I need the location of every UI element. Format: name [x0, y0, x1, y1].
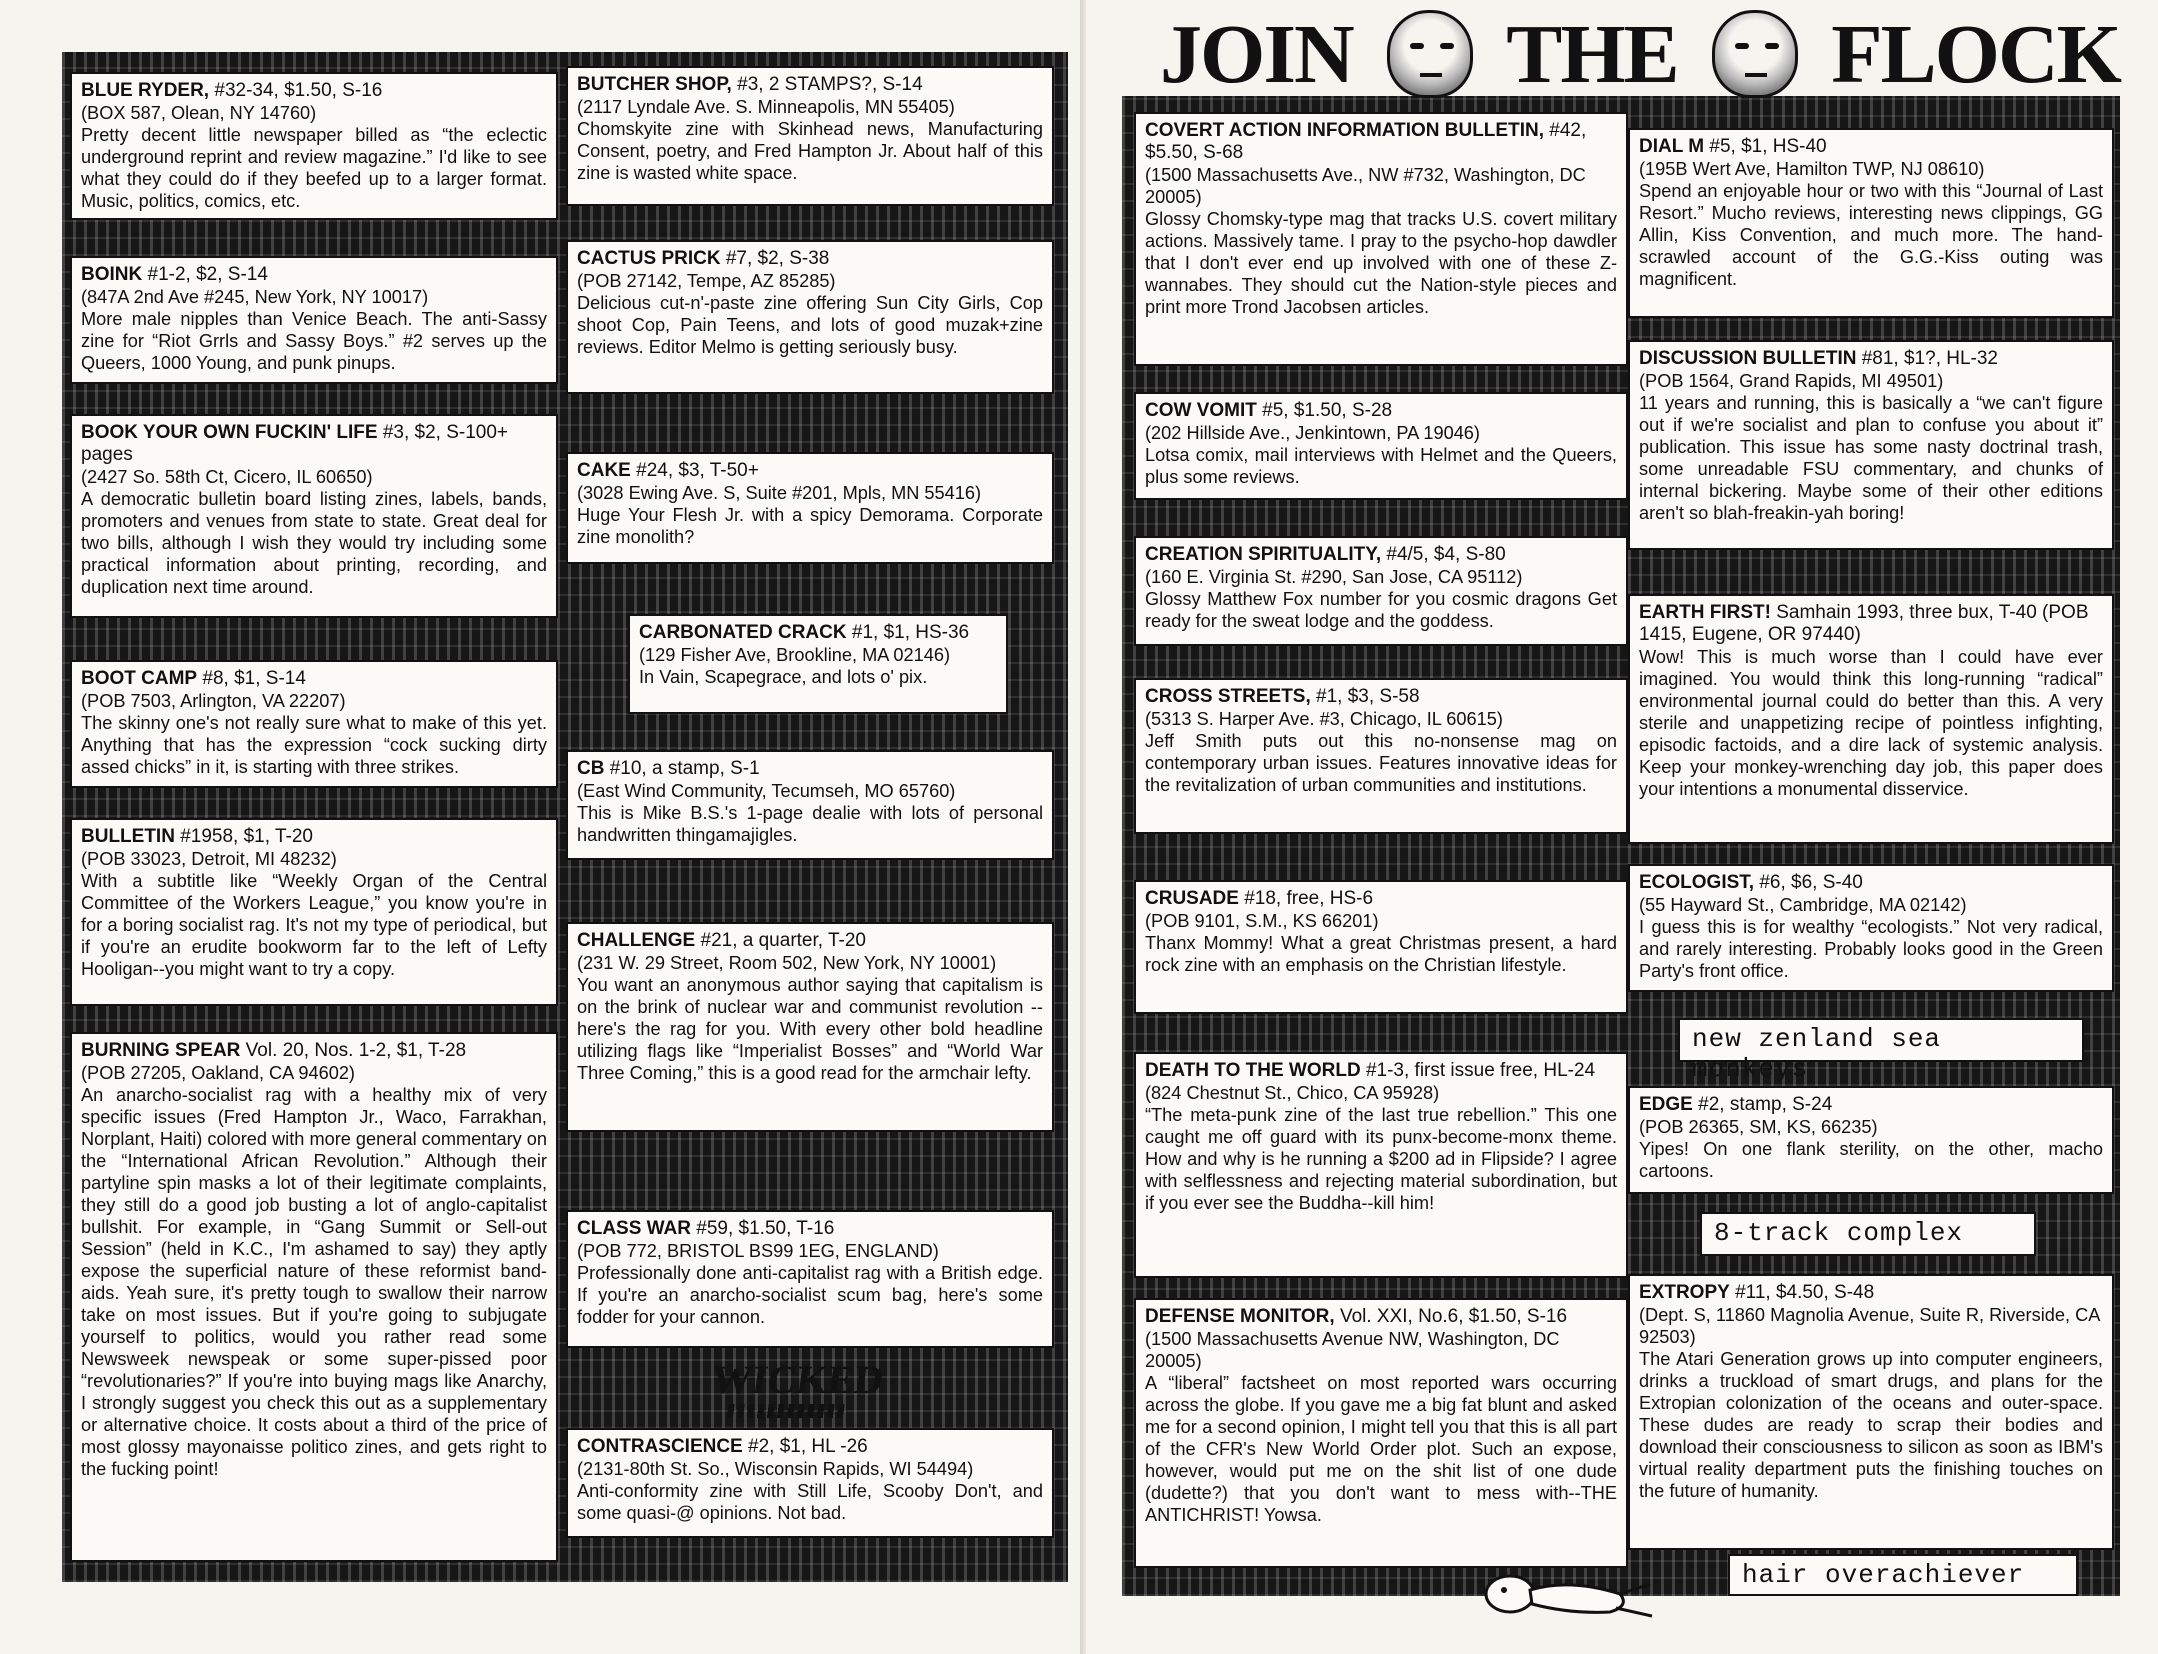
review-book-your-own-life: [70, 414, 558, 618]
sticker-hair-overachiever: hair overachiever: [1728, 1554, 2078, 1596]
face-illustration-icon: [1387, 10, 1473, 98]
review-meta: #2, $1, HL -26: [742, 1436, 868, 1457]
face-illustration-icon: [1712, 10, 1798, 98]
review-address: (POB 7503, Arlington, VA 22207): [81, 691, 346, 711]
review-title: BOOT CAMP: [81, 668, 198, 689]
review-body: I guess this is for wealthy “ecologists.” Not very radical, and rarely interesting. Probably looks good in the Green Party's front office.: [1639, 917, 2103, 981]
review-body: Jeff Smith puts out this no-nonsense mag on contemporary urban issues. Features innovative ideas for the revitalization of urban communities and institutions.: [1145, 731, 1617, 795]
review-blue-ryder: [70, 72, 558, 220]
review-body: Glossy Matthew Fox number for you cosmic dragons Get ready for the sweat lodge and the goddess.: [1145, 589, 1617, 631]
review-title: EXTROPY: [1639, 1282, 1730, 1303]
review-title: COW VOMIT: [1145, 400, 1257, 421]
review-body: Delicious cut-n'-paste zine offering Sun City Girls, Cop shoot Cop, Pain Teens, and lots of good muzak+zine reviews. Editor Melmo is getting seriously busy.: [577, 293, 1043, 357]
review-title: CONTRASCIENCE: [577, 1436, 743, 1457]
review-address: (3028 Ewing Ave. S, Suite #201, Mpls, MN 55416): [577, 483, 982, 503]
review-contrascience: [566, 1428, 1054, 1538]
review-address: (5313 S. Harper Ave. #3, Chicago, IL 60615): [1145, 709, 1503, 729]
review-body: More male nipples than Venice Beach. The anti-Sassy zine for “Riot Grrls and Sassy Boys.” #2 serves up the Queers, 1000 Young, and punk pinups.: [81, 309, 547, 373]
review-address: (POB 27142, Tempe, AZ 85285): [577, 271, 836, 291]
review-body: Glossy Chomsky-type mag that tracks U.S. covert military actions. Massively tame. I pray to the psycho-hop dawdler that I don't ever end up involved with one of these Z-wannabes. They should cut the Nation-style pieces and print more Trond Jacobsen articles.: [1145, 209, 1617, 317]
review-body: Pretty decent little newspaper billed as “the eclectic underground reprint and review magazine.” I'd like to see what they could do if they beefed up to a larger format. Music, politics, comics, etc.: [81, 125, 547, 211]
review-title: DISCUSSION BULLETIN: [1639, 348, 1857, 369]
review-title: BOOK YOUR OWN FUCKIN' LIFE: [81, 422, 378, 443]
review-creation-spirituality: [1134, 536, 1628, 646]
review-dial-m: [1628, 128, 2114, 318]
crawling-figure-illustration: [1470, 1560, 1660, 1630]
review-title: CAKE: [577, 460, 631, 481]
review-title: EDGE: [1639, 1094, 1693, 1115]
review-title: CARBONATED CRACK: [639, 622, 847, 643]
review-body: A democratic bulletin board listing zines, labels, bands, promoters and venues from state to state. Great deal for two bills, although I wish they would try including some practical information about printing, recording, and duplication next time around.: [81, 489, 547, 597]
review-meta: #8, $1, S-14: [197, 668, 306, 689]
review-meta: #42, $5.50, S-68: [1145, 120, 1587, 163]
review-title: DIAL M: [1639, 136, 1705, 157]
review-meta: Samhain 1993, three bux, T-40 (POB 1415, Eugene, OR 97440): [1639, 602, 2089, 645]
review-crusade: [1134, 880, 1628, 1014]
review-title: CACTUS PRICK: [577, 248, 721, 269]
review-meta: Vol. 20, Nos. 1-2, $1, T-28: [240, 1040, 467, 1061]
review-address: (1500 Massachusetts Ave., NW #732, Washington, DC 20005): [1145, 165, 1586, 207]
page-title: [1160, 8, 2120, 100]
review-body: “The meta-punk zine of the last true rebellion.” This one caught me off guard with its punx-become-monx theme. How and why is he running a $200 ad in Flipside? I agree with selflessness and rejecting material subordination, but if you ever see the Buddha--kill him!: [1145, 1105, 1617, 1213]
review-title: BLUE RYDER,: [81, 80, 210, 101]
review-title: CROSS STREETS,: [1145, 686, 1311, 707]
masthead-word-the: THE: [1506, 7, 1678, 101]
review-title: CHALLENGE: [577, 930, 696, 951]
review-boink: [70, 256, 558, 384]
review-title: DEATH TO THE WORLD: [1145, 1060, 1361, 1081]
review-address: (2117 Lyndale Ave. S. Minneapolis, MN 55405): [577, 97, 955, 117]
review-body: In Vain, Scapegrace, and lots o' pix.: [639, 667, 928, 687]
review-title: COVERT ACTION INFORMATION BULLETIN,: [1145, 120, 1544, 141]
review-meta: #32-34, $1.50, S-16: [209, 80, 383, 101]
review-meta: #3, $2, S-100+ pages: [81, 422, 509, 465]
review-body: A “liberal” factsheet on most reported wars occurring across the globe. If you gave me a big fat blunt and asked me for a second opinion, I might tell you that this is all part of the CFR's New World Order plot. Such an expose, however, would put me on the shit list of one dude (dudette?) that you don't want to mess with--THE ANTICHRIST! Yowsa.: [1145, 1373, 1617, 1525]
wicked-logo: WICKED: [705, 1360, 875, 1430]
review-meta: #4/5, $4, S-80: [1381, 544, 1506, 565]
review-title: EARTH FIRST!: [1639, 602, 1771, 623]
review-cross-streets: [1134, 678, 1628, 834]
review-meta: #59, $1.50, T-16: [691, 1218, 835, 1239]
review-carbonated-crack: [628, 614, 1008, 714]
review-title: BURNING SPEAR: [81, 1040, 241, 1061]
review-meta: #24, $3, T-50+: [630, 460, 759, 481]
review-meta: #1-3, first issue free, HL-24: [1360, 1060, 1596, 1081]
review-title: DEFENSE MONITOR,: [1145, 1306, 1335, 1327]
review-meta: #18, free, HS-6: [1238, 888, 1374, 909]
review-meta: #2, stamp, S-24: [1692, 1094, 1833, 1115]
review-body: Chomskyite zine with Skinhead news, Manufacturing Consent, poetry, and Fred Hampton Jr. About half of this zine is wasted white space.: [577, 119, 1043, 183]
review-defense-monitor: [1134, 1298, 1628, 1568]
review-address: (160 E. Virginia St. #290, San Jose, CA 95112): [1145, 567, 1523, 587]
review-covert-action: [1134, 112, 1628, 366]
review-body: Lotsa comix, mail interviews with Helmet and the Queers, plus some reviews.: [1145, 445, 1617, 487]
review-discussion-bulletin: [1628, 340, 2114, 550]
review-address: (East Wind Community, Tecumseh, MO 65760): [577, 781, 956, 801]
review-meta: Vol. XXI, No.6, $1.50, S-16: [1334, 1306, 1568, 1327]
review-title: CB: [577, 758, 605, 779]
review-address: (BOX 587, Olean, NY 14760): [81, 103, 317, 123]
review-address: (202 Hillside Ave., Jenkintown, PA 19046): [1145, 423, 1480, 443]
review-title: CREATION SPIRITUALITY,: [1145, 544, 1382, 565]
review-meta: #3, 2 STAMPS?, S-14: [731, 74, 923, 95]
review-address: (POB 27205, Oakland, CA 94602): [81, 1063, 355, 1083]
review-meta: #81, $1?, HL-32: [1856, 348, 1998, 369]
sticker-sea-monkeys: new zenland sea monkeys: [1678, 1018, 2084, 1062]
review-title: ECOLOGIST,: [1639, 872, 1755, 893]
review-body: This is Mike B.S.'s 1-page dealie with lots of personal handwritten thingamajigles.: [577, 803, 1043, 845]
review-body: Huge Your Flesh Jr. with a spicy Demorama. Corporate zine monolith?: [577, 505, 1043, 547]
review-address: (2131-80th St. So., Wisconsin Rapids, WI 54494): [577, 1459, 974, 1479]
review-address: (847A 2nd Ave #245, New York, NY 10017): [81, 287, 429, 307]
review-boot-camp: [70, 660, 558, 788]
masthead-word-flock: FLOCK: [1831, 7, 2120, 101]
review-burning-spear: [70, 1032, 558, 1562]
review-death-to-the-world: [1134, 1052, 1628, 1278]
review-ecologist: [1628, 864, 2114, 992]
review-extropy: [1628, 1274, 2114, 1550]
review-body: With a subtitle like “Weekly Organ of the Central Committee of the Workers League,” you know you're in for a boring socialist rag. It's not my type of periodical, but if you're an erudite bookworm far to the left of Lefty Hooligan--you might want to try a copy.: [81, 871, 547, 979]
masthead-word-join: JOIN: [1160, 7, 1353, 101]
review-meta: #11, $4.50, S-48: [1729, 1282, 1875, 1303]
review-title: CLASS WAR: [577, 1218, 691, 1239]
review-address: (231 W. 29 Street, Room 502, New York, NY 10001): [577, 953, 997, 973]
sticker-8-track-complex: 8-track complex: [1700, 1212, 2036, 1256]
review-body: An anarcho-socialist rag with a healthy mix of very specific issues (Fred Hampton Jr., Waco, Farrakhan, Norplant, Haiti) colored with more general commentary on the “International African Revolution.” Although their partyline spin masks a lot of their legitimate complaints, they still do a good job busting a lot of anglo-capitalist bullshit. For example, in “Gang Summit or Sell-out Session” (held in K.C., I'm ashamed to say) they aptly expose the superficial nature of these reformist band-aids. Yeah sure, it's pretty tough to swallow their narrow take on most issues. But if you're going to subjugate yourself to politics, would you rather read some Newsweek newspeak or some super-pissed poor “revolutionaries?” If you're into buying mags like Anarchy, I strongly suggest you check this out as a supplementary or alternative choice. It costs about a third of the price of most glossy mayonaisse politico zines, and gets right to the fucking point!: [81, 1085, 548, 1479]
review-title: BULLETIN: [81, 826, 175, 847]
review-cactus-prick: [566, 240, 1054, 394]
review-title: BUTCHER SHOP,: [577, 74, 732, 95]
review-meta: #10, a stamp, S-1: [604, 758, 760, 779]
review-body: Anti-conformity zine with Still Life, Scooby Don't, and some quasi-@ opinions. Not bad.: [577, 1481, 1043, 1523]
review-address: (1500 Massachusetts Avenue NW, Washington, DC 20005): [1145, 1329, 1560, 1371]
review-body: Professionally done anti-capitalist rag with a British edge. If you're an anarcho-socialist scum bag, here's some fodder for your cannon.: [577, 1263, 1043, 1327]
review-body: Thanx Mommy! What a great Christmas present, a hard rock zine with an emphasis on the Christian lifestyle.: [1145, 933, 1617, 975]
review-body: The skinny one's not really sure what to make of this yet. Anything that has the expression “cock sucking dirty assed chicks” in it, is starting with three strikes.: [81, 713, 547, 777]
review-edge: [1628, 1086, 2114, 1194]
review-address: (POB 1564, Grand Rapids, MI 49501): [1639, 371, 1944, 391]
review-title: CRUSADE: [1145, 888, 1239, 909]
review-earth-first: [1628, 594, 2114, 844]
review-meta: #5, $1.50, S-28: [1256, 400, 1393, 421]
review-address: (POB 33023, Detroit, MI 48232): [81, 849, 337, 869]
review-title: BOINK: [81, 264, 143, 285]
review-body: 11 years and running, this is basically a “we can't figure out if we're socialist and plan to confuse you about it” publication. This issue has some nasty doctrinal trash, some unreadable FSU commentary, and chunks of internal bickering. Maybe some of their other editions aren't so blah-freakin-yah boring!: [1639, 393, 2103, 523]
review-address: (195B Wert Ave, Hamilton TWP, NJ 08610): [1639, 159, 1985, 179]
review-address: (Dept. S, 11860 Magnolia Avenue, Suite R, Riverside, CA 92503): [1639, 1305, 2100, 1347]
review-address: (129 Fisher Ave, Brookline, MA 02146): [639, 645, 951, 665]
review-meta: #1-2, $2, S-14: [142, 264, 268, 285]
review-meta: #21, a quarter, T-20: [695, 930, 867, 951]
review-address: (2427 So. 58th Ct, Cicero, IL 60650): [81, 467, 373, 487]
review-cow-vomit: [1134, 392, 1628, 500]
review-meta: #1, $3, S-58: [1310, 686, 1420, 707]
review-address: (55 Hayward St., Cambridge, MA 02142): [1639, 895, 1967, 915]
review-meta: #1, $1, HS-36: [846, 622, 970, 643]
review-body: Yipes! On one flank sterility, on the other, macho cartoons.: [1639, 1139, 2103, 1181]
review-meta: #7, $2, S-38: [720, 248, 830, 269]
review-class-war: [566, 1210, 1054, 1348]
review-address: (POB 9101, S.M., KS 66201): [1145, 911, 1379, 931]
review-body: The Atari Generation grows up into computer engineers, drinks a truckload of smart drugs, and plans for the Extropian colonization of the oceans and outer-space. These dudes are ready to scrap their bodies and download their consciousness to silicon as soon as IBM's virtual reality department puts the finishing touches on the future of humanity.: [1639, 1349, 2103, 1501]
review-body: Wow! This is much worse than I could have ever imagined. You would think this long-running “radical” environmental journal could do better than this. A very sterile and unappetizing recipe of pointless infighting, episodic factoids, and a dire lack of systemic analysis. Keep your monkey-wrenching day job, this paper does your intentions a monumental disservice.: [1639, 647, 2103, 799]
review-body: Spend an enjoyable hour or two with this “Journal of Last Resort.” Mucho reviews, interesting news clippings, GG Allin, Kiss Convention, and much more. The hand-scrawled account of the G.G.-Kiss outing was magnificent.: [1639, 181, 2103, 289]
review-cake: [566, 452, 1054, 564]
review-body: You want an anonymous author saying that capitalism is on the brink of nuclear war and communist revolution --here's the rag for you. With every other bold headline utilizing flags like “Imperialist Bosses” and “World War Three Coming,” this is a good read for the armchair lefty.: [577, 975, 1043, 1083]
review-meta: #1958, $1, T-20: [174, 826, 313, 847]
review-bulletin: [70, 818, 558, 1006]
review-challenge: [566, 922, 1054, 1132]
review-address: (POB 772, BRISTOL BS99 1EG, ENGLAND): [577, 1241, 939, 1261]
review-meta: #6, $6, S-40: [1754, 872, 1863, 893]
review-address: (824 Chestnut St., Chico, CA 95928): [1145, 1083, 1440, 1103]
review-meta: #5, $1, HS-40: [1704, 136, 1827, 157]
review-butcher-shop: [566, 66, 1054, 206]
review-address: (POB 26365, SM, KS, 66235): [1639, 1117, 1878, 1137]
review-cb: [566, 750, 1054, 860]
